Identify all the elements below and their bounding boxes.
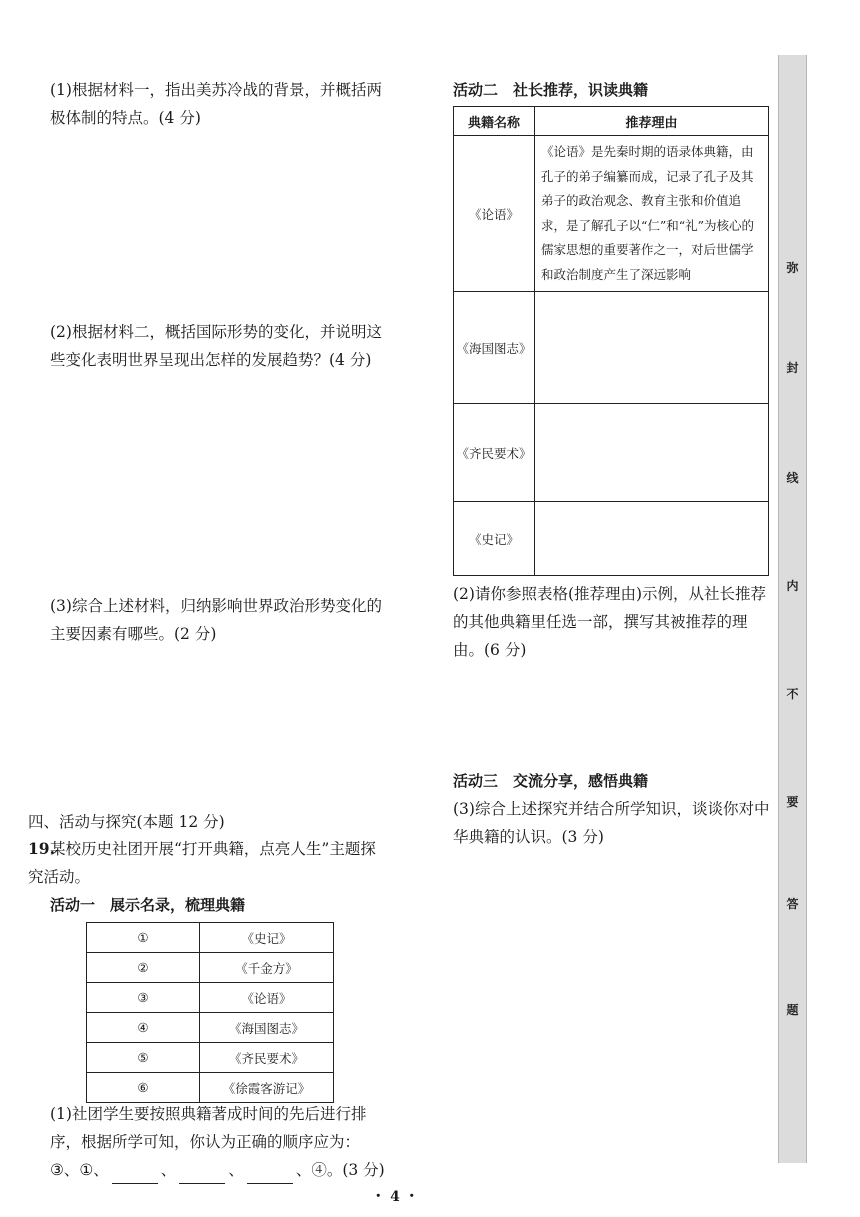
catalog-book: 《海国图志》 (200, 1013, 334, 1043)
catalog-row (87, 923, 334, 953)
catalog-number: ⑥ (87, 1073, 200, 1103)
separator: 、 (228, 1161, 244, 1179)
catalog-number: ② (87, 953, 200, 983)
book-name: 《齐民要术》 (454, 404, 535, 502)
catalog-book: 《论语》 (200, 983, 334, 1013)
book-name: 《论语》 (454, 136, 535, 292)
activity-2-title: 活动二 社长推荐，识读典籍 (453, 81, 649, 99)
question-2: (2)根据材料二，概括国际形势的变化，并说明这些变化表明世界呈现出怎样的发展趋势？(4 分) (50, 323, 382, 369)
question-3: (3)综合上述材料，归纳影响世界政治形势变化的主要因素有哪些。(2 分) (50, 597, 382, 643)
page-number: ・ 4 ・ (371, 1189, 419, 1205)
section-title: 四、活动与探究(本题 12 分) (28, 813, 225, 831)
sidebar-char: 弥 (786, 261, 799, 275)
sidebar-char: 题 (786, 1003, 799, 1017)
answer-suffix: 、④。(3 分) (295, 1161, 385, 1179)
catalog-row (87, 953, 334, 983)
sidebar-char: 封 (786, 361, 799, 375)
catalog-number: ③ (87, 983, 200, 1013)
catalog-book: 《千金方》 (200, 953, 334, 983)
question-19-1-answer (50, 1156, 385, 1184)
question-19-3: (3)综合上述探究并结合所学知识，谈谈你对中华典籍的认识。(3 分) (453, 800, 770, 846)
question-19 (28, 835, 388, 891)
question-19-2: (2)请你参照表格(推荐理由)示例，从社长推荐的其他典籍里任选一部，撰写其被推荐的理由。(6 分) (453, 585, 767, 659)
question-19-text: 某校历史社团开展“打开典籍，点亮人生”主题探究活动。 (28, 840, 376, 886)
sidebar-char: 答 (786, 897, 799, 911)
book-reason: 《论语》是先秦时期的语录体典籍，由孔子的弟子编纂而成，记录了孔子及其弟子的政治观念、教育主张和价值追求，是了解孔子以“仁”和“礼”为核心的儒家思想的重要著作之一，对后世儒学和政治制度产生了深远影响 (535, 136, 769, 292)
recommendation-table (453, 106, 769, 576)
catalog-number: ⑤ (87, 1043, 200, 1073)
catalog-book: 《史记》 (200, 923, 334, 953)
activity-3-title: 活动三 交流分享，感悟典籍 (453, 772, 649, 790)
answer-blank-1[interactable] (112, 1165, 158, 1184)
sidebar-char: 要 (786, 795, 799, 809)
catalog-number: ① (87, 923, 200, 953)
answer-blank-2[interactable] (179, 1165, 225, 1184)
header-book-name: 典籍名称 (454, 107, 535, 136)
question-1: (1)根据材料一，指出美苏冷战的背景，并概括两极体制的特点。(4 分) (50, 81, 382, 127)
book-name: 《史记》 (454, 502, 535, 576)
catalog-book: 《徐霞客游记》 (200, 1073, 334, 1103)
sidebar-char: 内 (786, 579, 799, 593)
catalog-row (87, 983, 334, 1013)
catalog-table (86, 922, 334, 1103)
book-name: 《海国图志》 (454, 292, 535, 404)
activity-1-title: 活动一 展示名录，梳理典籍 (50, 896, 246, 914)
catalog-row (87, 1073, 334, 1103)
question-19-1: (1)社团学生要按照典籍著成时间的先后进行排序，根据所学可知，你认为正确的顺序应为： (50, 1105, 367, 1151)
sidebar-char: 不 (786, 687, 799, 701)
seal-line-sidebar (778, 55, 807, 1163)
answer-blank-3[interactable] (247, 1165, 293, 1184)
sidebar-char: 线 (786, 471, 799, 485)
catalog-row (87, 1013, 334, 1043)
catalog-number: ④ (87, 1013, 200, 1043)
book-reason-blank[interactable] (535, 292, 769, 404)
answer-prefix: ③、①、 (50, 1161, 109, 1179)
book-reason-blank[interactable] (535, 502, 769, 576)
catalog-row (87, 1043, 334, 1073)
header-reason: 推荐理由 (535, 107, 769, 136)
catalog-book: 《齐民要术》 (200, 1043, 334, 1073)
question-19-number: 19. (28, 839, 55, 858)
separator: 、 (160, 1161, 177, 1179)
book-reason-blank[interactable] (535, 404, 769, 502)
